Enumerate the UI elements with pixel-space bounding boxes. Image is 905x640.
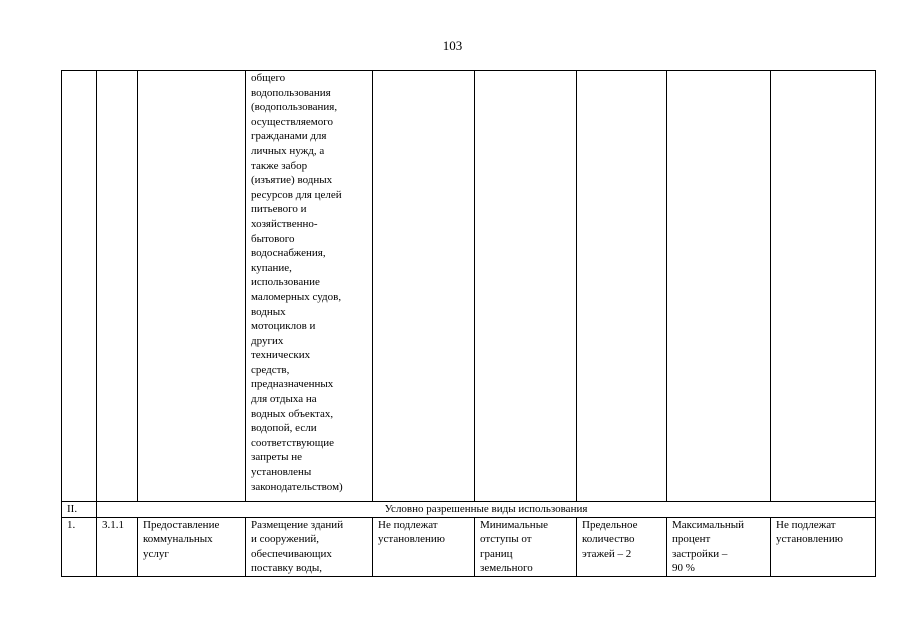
regulations-table	[61, 70, 876, 577]
text-line: ресурсов для целей	[251, 188, 342, 201]
text-line: мотоциклов и	[251, 320, 316, 333]
row-coverage	[667, 517, 771, 576]
cell-empty-9	[771, 71, 876, 502]
continuation-text	[251, 71, 367, 494]
text-line: этажей – 2	[582, 547, 632, 560]
table-row-continuation	[62, 71, 876, 502]
text-line: поставку воды,	[251, 562, 323, 575]
text-line: бытового	[251, 232, 295, 245]
text-line: застройки –	[672, 547, 728, 560]
text-line: установлению	[776, 533, 844, 546]
text-line: Максимальный	[672, 518, 745, 531]
row-number: 1.	[62, 517, 97, 576]
row-use-description	[246, 517, 373, 576]
section-title: Условно разрешенные виды использования	[97, 502, 876, 518]
text-line: осуществляемого	[251, 115, 334, 128]
text-line: водных	[251, 305, 286, 318]
text-line: законодательством)	[251, 480, 343, 493]
text-line: запреты не	[251, 451, 303, 464]
text-line: земельного	[480, 562, 533, 575]
text-line: и сооружений,	[251, 533, 319, 546]
cell-name-empty	[138, 71, 246, 502]
text-line: установлены	[251, 466, 312, 479]
text-line: Минимальные	[480, 518, 548, 531]
text-line: средств,	[251, 363, 290, 376]
text-line: хозяйственно-	[251, 217, 318, 230]
text-line: коммунальных	[143, 533, 213, 546]
text-line: услуг	[143, 547, 169, 560]
text-line: Не подлежат	[378, 518, 438, 531]
cell-empty-7	[577, 71, 667, 502]
text-line: соответствующие	[251, 436, 334, 449]
text-line: общего	[251, 72, 286, 84]
text-line: маломерных судов,	[251, 290, 342, 303]
text-line: водопой, если	[251, 422, 317, 435]
page-number: 103	[442, 38, 463, 53]
text-line: (водопользования,	[251, 101, 338, 114]
row-plot-size	[373, 517, 475, 576]
text-line: водных объектах,	[251, 407, 334, 420]
text-line: предназначенных	[251, 378, 334, 391]
section-number: II.	[62, 502, 97, 518]
text-line: 90 %	[672, 562, 695, 575]
text-line: Предоставление	[143, 518, 220, 531]
text-line: питьевого и	[251, 203, 307, 216]
table-row-1	[62, 517, 876, 576]
cell-empty-5	[373, 71, 475, 502]
row-use-name	[138, 517, 246, 576]
cell-description-continuation	[246, 71, 373, 502]
text-line: границ	[480, 547, 513, 560]
text-line: водоснабжения,	[251, 247, 326, 260]
text-line: гражданами для	[251, 130, 327, 143]
text-line: личных нужд, а	[251, 144, 325, 157]
text-line: Предельное	[582, 518, 638, 531]
text-line: (изъятие) водных	[251, 174, 333, 187]
text-line: технических	[251, 349, 311, 362]
row-floors	[577, 517, 667, 576]
text-line: также забор	[251, 159, 308, 172]
text-line: обеспечивающих	[251, 547, 332, 560]
row-other	[771, 517, 876, 576]
cell-empty-8	[667, 71, 771, 502]
text-line: отступы от	[480, 533, 532, 546]
row-code: 3.1.1	[97, 517, 138, 576]
text-line: установлению	[378, 533, 446, 546]
text-line: для отдыха на	[251, 393, 317, 406]
table-row-section	[62, 502, 876, 518]
row-setbacks	[475, 517, 577, 576]
text-line: использование	[251, 276, 320, 289]
cell-empty-6	[475, 71, 577, 502]
text-line: водопользования	[251, 86, 331, 99]
text-line: Не подлежат	[776, 518, 836, 531]
text-line: количество	[582, 533, 635, 546]
text-line: процент	[672, 533, 711, 546]
text-line: других	[251, 334, 284, 347]
cell-num-empty	[62, 71, 97, 502]
text-line: Размещение зданий	[251, 518, 344, 531]
text-line: купание,	[251, 261, 292, 274]
cell-code-empty	[97, 71, 138, 502]
